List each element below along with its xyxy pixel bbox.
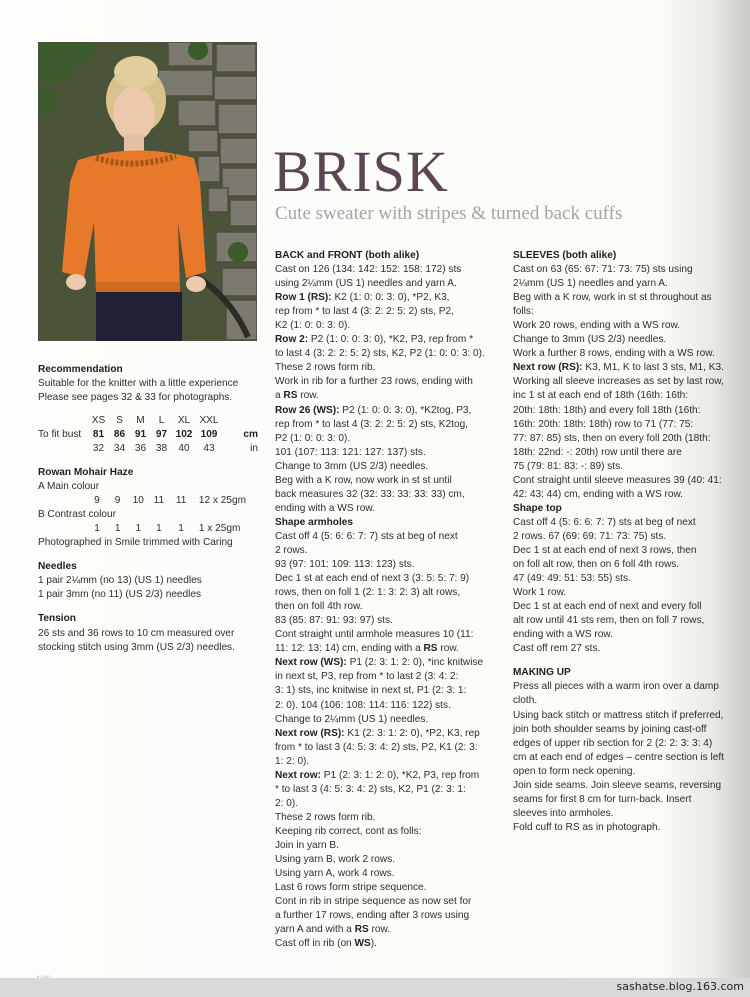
instruction-line: Work in rib for a further 23 rows, ending with (275, 376, 473, 388)
sleeves-heading: SLEEVES (both alike) (513, 250, 617, 261)
needles-heading: Needles (38, 561, 77, 573)
size-cm: 81 (92, 429, 105, 441)
yarn-heading: Rowan Mohair Haze (38, 467, 134, 479)
recommendation-line: Suitable for the knitter with a little experience (38, 378, 239, 390)
size-cm: 86 (113, 429, 126, 441)
tension-line: 26 sts and 36 rows to 10 cm measured over (38, 627, 235, 639)
instruction-line: cm at each end of edges – centre section is left (513, 751, 724, 763)
instruction-line: Cont straight until sleeve measures 39 (40: 41: (513, 474, 722, 486)
shape-armholes-heading: Shape armholes (275, 516, 353, 528)
instruction-line: Next row (WS): P1 (2: 3: 1: 2: 0), *inc knitwise (275, 657, 484, 669)
instruction-line: 47 (49: 49: 51: 53: 55) sts. (513, 573, 631, 585)
size-label: S (116, 415, 123, 427)
row-label: Next row (WS): (275, 657, 347, 669)
instruction-line: Work 20 rows, ending with a WS row. (513, 320, 680, 332)
yarn-main-label: A Main colour (38, 481, 100, 493)
recommendation-heading: Recommendation (38, 364, 123, 375)
instruction-line: Row 2: P2 (1: 0: 0: 3: 0), *K2, P3, rep from * (275, 334, 474, 346)
yarn-contrast-value: 1 (178, 523, 184, 535)
row-label: Next row: (275, 769, 321, 781)
instruction-line: using 2¼mm (US 1) needles and yarn A. (275, 278, 457, 290)
instruction-line: Keeping rib correct, cont as folls: (275, 825, 422, 837)
instruction-line: * to last 3 (4: 5: 3: 4: 2) sts, K2, P1 (2: 3: 1: (275, 783, 466, 795)
instruction-line: 2¼mm (US 1) needles and yarn A. (513, 278, 668, 290)
instruction-line: 16th: 20th: 18th: 18th) row to 71 (77: 75: (513, 418, 694, 430)
instruction-line: K2 (1: 0: 0: 3: 0). (275, 320, 351, 332)
size-in: 34 (113, 443, 126, 455)
making-up-heading: MAKING UP (513, 667, 571, 679)
middle-column (275, 249, 500, 951)
instruction-line: Dec 1 st at each end of next 3 (3: 5: 5: 7: 9) (275, 573, 470, 585)
yarn-photo-note: Photographed in Smile trimmed with Caring (38, 537, 233, 549)
size-in: 36 (134, 443, 147, 455)
instruction-line: Work a further 8 rows, ending with a WS row. (513, 348, 715, 360)
size-in: 40 (178, 443, 190, 455)
instruction-line: seams for first 8 cm for turn-back. Insert (513, 793, 692, 805)
instruction-line: rep from * to last 4 (3: 2: 2: 5: 2) sts, K2tog, (275, 418, 468, 430)
instruction-line: Next row (RS): K1 (2: 3: 1: 2: 0), *P2, K3, rep (275, 727, 480, 739)
back-front-heading: BACK and FRONT (both alike) (275, 250, 420, 261)
instruction-line: 83 (85: 87: 91: 93: 97) sts. (275, 615, 393, 627)
right-column (513, 249, 728, 835)
instruction-line: Cast off 4 (5: 6: 6: 7: 7) sts at beg of next (275, 530, 458, 542)
instruction-line: Fold cuff to RS as in photograph. (513, 821, 661, 833)
size-cm: 109 (200, 429, 218, 441)
size-cm: 97 (155, 429, 168, 441)
instruction-line: 1: 2: 0). (275, 755, 310, 767)
instruction-line: Cast off in rib (on WS). (275, 938, 377, 950)
instruction-line: rep from * to last 4 (3: 2: 2: 5: 2) sts, P2, (275, 306, 454, 318)
model-photo (38, 42, 257, 341)
instruction-line: Beg with a K row, work in st st throughout as (513, 292, 712, 304)
instruction-line: Join in yarn B. (275, 839, 339, 851)
row-label: Next row (RS): (275, 727, 345, 739)
instruction-line: 2 rows. 67 (69: 69: 71: 73: 75) sts. (513, 530, 667, 542)
pattern-subtitle: Cute sweater with stripes & turned back cuffs (275, 203, 623, 224)
instruction-line: a RS row. (275, 390, 319, 402)
instruction-line: 42: 43: 44) cm, ending with a WS row. (513, 488, 683, 500)
instruction-line: Work 1 row. (513, 587, 567, 599)
tension-line: stocking stitch using 3mm (US 2/3) needles. (38, 641, 235, 653)
instruction-line: on foll alt row, then on 6 foll 4th rows. (513, 559, 680, 571)
size-cm: 91 (134, 429, 147, 441)
instruction-line: 75 (79: 81: 83: -: 89) sts. (513, 460, 623, 472)
instruction-line: Dec 1 st at each end of next 3 rows, then (513, 544, 697, 556)
row-label: Row 26 (WS): (275, 404, 340, 416)
yarn-main-value: 11 (175, 495, 187, 507)
recommendation-line: Please see pages 32 & 33 for photographs. (38, 392, 233, 404)
instruction-line: Dec 1 st at each end of next and every foll (513, 601, 702, 613)
left-column (38, 363, 260, 655)
instruction-line: 2: 0). (275, 797, 299, 809)
instruction-line: Join side seams. Join sleeve seams, reversing (513, 779, 722, 791)
instruction-line: rows, then on foll 1 (2: 1: 3: 2: 3) alt rows, (275, 587, 461, 599)
instruction-line: Next row: P1 (2: 3: 1: 2: 0), *K2, P3, rep from (275, 769, 480, 781)
tension-heading: Tension (38, 613, 76, 625)
row-label: Row 1 (RS): (275, 292, 332, 304)
instruction-line: Cast on 63 (65: 67: 71: 73: 75) sts using (513, 264, 693, 276)
instruction-line: Cont in rib in stripe sequence as now set for (275, 896, 472, 908)
instruction-line: folls: (513, 306, 534, 318)
yarn-contrast-value: 1 (94, 523, 100, 535)
instruction-line: Press all pieces with a warm iron over a damp (513, 681, 719, 693)
sizes-table (38, 414, 258, 456)
instruction-line: edges of upper rib section for 2 (2: 2: 3: 3: 4) (513, 737, 713, 749)
instruction-line: Cont straight until armhole measures 10 (11: (275, 629, 474, 641)
instruction-line: 77: 87: 85) sts, then on every foll 20th (18th: (513, 432, 711, 444)
yarn-main-table (38, 494, 260, 508)
size-cm: 102 (175, 429, 193, 441)
instruction-line: 20th: 18th: 18th) and every foll 18th (16th: (513, 404, 701, 416)
yarn-contrast-value: 1 (114, 523, 121, 535)
instruction-line: Change to 3mm (US 2/3) needles. (513, 334, 667, 346)
in-unit: in (250, 443, 258, 455)
instruction-line: Next row (RS): K3, M1, K to last 3 sts, M1, K3. (513, 362, 724, 374)
size-in: 43 (203, 443, 215, 455)
instruction-line: Row 1 (RS): K2 (1: 0: 0: 3: 0), *P2, K3, (275, 292, 450, 304)
size-label: XL (177, 415, 191, 427)
instruction-line: Using yarn A, work 4 rows. (275, 868, 395, 880)
instruction-line: cloth. (513, 695, 538, 707)
size-label: XXL (199, 415, 219, 427)
instruction-line: join both shoulder seams by joining cast-off (513, 723, 707, 735)
yarn-main-value: 11 (153, 495, 165, 507)
instruction-line: Cast on 126 (134: 142: 152: 158: 172) sts (275, 264, 462, 276)
yarn-main-value: 9 (94, 495, 100, 507)
row-label: Row 2: (275, 334, 309, 346)
yarn-main-value: 10 (132, 495, 144, 507)
instruction-line: Beg with a K row, now work in st st until (275, 474, 452, 486)
instruction-line: yarn A and with a RS row. (275, 924, 391, 936)
shape-top-heading: Shape top (513, 502, 562, 514)
instruction-line: 18th: 22nd: -: 20th) row until there are (513, 446, 682, 458)
instruction-line: Working all sleeve increases as set by last row, (513, 376, 724, 388)
instruction-line: Cast off rem 27 sts. (513, 643, 601, 655)
yarn-contrast-value: 1 x 25gm (198, 523, 241, 535)
yarn-contrast-value: 1 (156, 523, 162, 535)
needles-line: 1 pair 2¼mm (no 13) (US 1) needles (38, 575, 202, 587)
yarn-contrast-label: B Contrast colour (38, 509, 116, 521)
size-label: M (136, 415, 145, 427)
instruction-line: ending with a WS row. (513, 629, 613, 641)
yarn-main-value: 9 (114, 495, 121, 507)
instruction-line: Change to 3mm (US 2/3) needles. (275, 460, 429, 472)
instruction-line: These 2 rows form rib. (275, 811, 376, 823)
instruction-line: 101 (107: 113: 121: 127: 137) sts. (275, 446, 426, 458)
instruction-line: These 2 rows form rib. (275, 362, 376, 374)
instruction-line: alt row until 41 sts rem, then on foll 7 rows, (513, 615, 705, 627)
instruction-line: to last 4 (3: 2: 2: 5: 2) sts, K2, P2 (1: 0: 0: 3: 0). (275, 348, 485, 360)
yarn-main-value: 12 x 25gm (198, 495, 247, 507)
instruction-line: ending with a WS row. (275, 502, 375, 514)
instruction-line: 93 (97: 101: 109: 113: 123) sts. (275, 559, 415, 571)
instruction-line: Cast off 4 (5: 6: 6: 7: 7) sts at beg of next (513, 516, 696, 528)
instruction-line: Row 26 (WS): P2 (1: 0: 0: 3: 0), *K2tog, P3, (275, 404, 472, 416)
needles-line: 1 pair 3mm (no 11) (US 2/3) needles (38, 589, 202, 601)
size-in: 32 (92, 443, 105, 455)
instruction-line: 3: 1) sts, inc knitwise in next st, P1 (2: 3: 1: (275, 685, 467, 697)
yarn-contrast-value: 1 (135, 523, 142, 535)
instruction-line: 2 rows. (275, 544, 308, 556)
instruction-line: Using yarn B, work 2 rows. (275, 854, 396, 866)
cm-unit: cm (243, 429, 258, 441)
instruction-line: open to form neck opening. (513, 765, 636, 777)
instruction-line: from * to last 3 (4: 5: 3: 4: 2) sts, P2, K1 (2: 3: (275, 741, 478, 753)
instruction-line: Last 6 rows form stripe sequence. (275, 882, 427, 894)
instruction-line: then on foll 4th row. (275, 601, 363, 613)
instruction-line: Using back stitch or mattress stitch if preferred, (513, 709, 724, 721)
instruction-line: in next st, P3, rep from * to last 2 (3: 4: 2: (275, 671, 459, 683)
instruction-line: inc 1 st at each end of 18th (16th: 16th: (513, 390, 689, 402)
instruction-line: back measures 32 (32: 33: 33: 33: 33) cm, (275, 488, 465, 500)
instruction-line: P2 (1: 0: 0: 3: 0). (275, 432, 351, 444)
instruction-line: 2: 0). 104 (106: 108: 114: 116: 122) sts. (275, 699, 451, 711)
instruction-line: Change to 2¼mm (US 1) needles. (275, 713, 429, 725)
size-label: L (158, 415, 165, 427)
instruction-line: 11: 12: 13: 14) cm, ending with a RS row. (275, 643, 459, 655)
yarn-contrast-table (38, 522, 260, 536)
size-in: 38 (155, 443, 168, 455)
pattern-title: BRISK (273, 139, 449, 204)
size-label: XS (91, 415, 106, 427)
row-label: Next row (RS): (513, 362, 583, 374)
instruction-line: a further 17 rows, ending after 3 rows using (275, 910, 470, 922)
fit-label: To fit bust (38, 429, 82, 441)
instruction-line: sleeves into armholes. (513, 807, 614, 819)
watermark: sashatse.blog.163.com (616, 980, 744, 993)
